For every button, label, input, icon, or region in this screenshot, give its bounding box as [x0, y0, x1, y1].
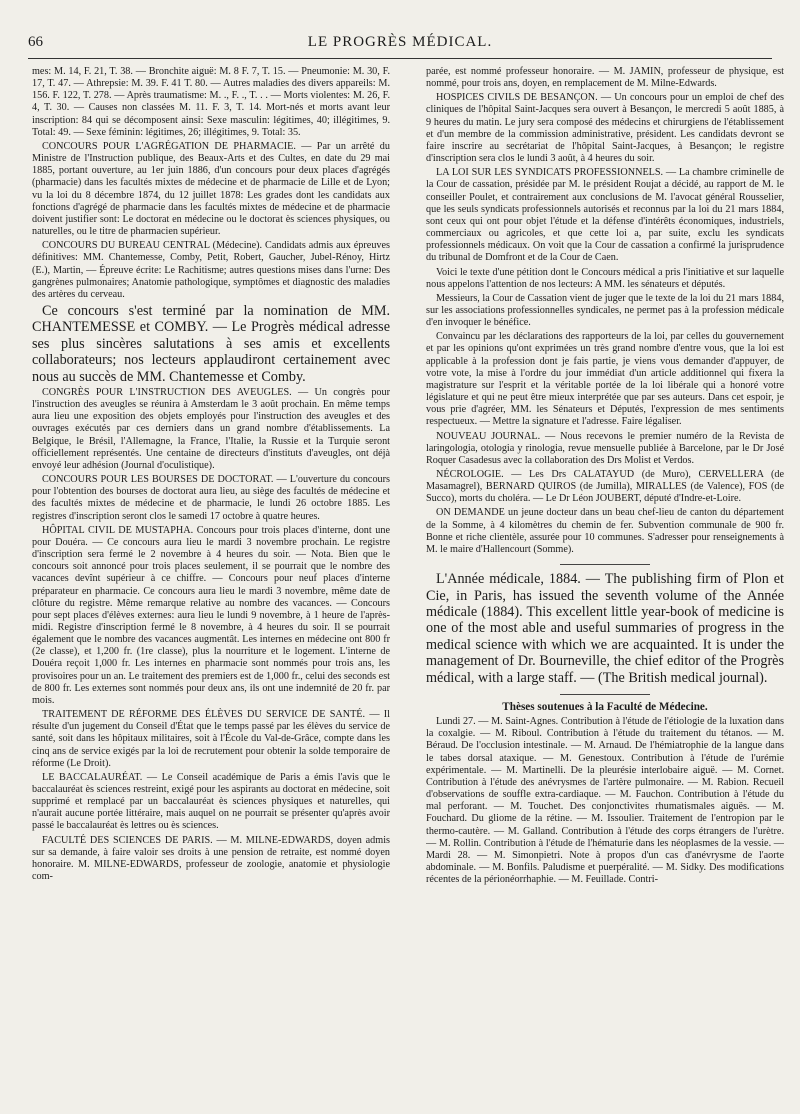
notice-agregation-pharmacie: CONCOURS POUR L'AGRÉGATION DE PHARMACIE. — Par un arrêté du Ministre de l'Instruction publique, des Beaux-Arts et des Cultes, en date du 29 mai 1885, portant ouverture, au 1er juin 1886, d'un concours pour deux places d'agrégés (pharmacie) dans les facultés mixtes de médecine et de pharmacie de Lille et de Lyon; vu la loi du 8 décembre 1874, du 12 juillet 1878: Les grades dont les candidats aux fonctions d'agrégé de pharmacie dans les facultés mixtes de médecine et de pharmacie doivent justifier sont: Le doctorat en médecine ou le doctorat ès sciences physiques, ou naturelles, ou le titre de pharmacien supérieur. [32, 140, 390, 238]
page-header [28, 30, 772, 54]
notice-on-demande: ON DEMANDE un jeune docteur dans un beau chef-lieu de canton du département de la Somme, à 4 kilomètres du chemin de fer. Subvention communale de 900 fr. Bonne et riche clientèle, assurée pour 10 communes. S'adresser pour renseignements à M. le maire d'Hallencourt (Somme). [426, 507, 784, 555]
mortality-statistics: mes: M. 14, F. 21, T. 38. — Bronchite aiguë: M. 8 F. 7, T. 15. — Pneumonie: M. 30, F. 17, T. 47. — Athrepsie: M. 39. F. 41 T. 80. — Autres maladies des divers appareils: M. 156. F. 122, T. 278. — Après traumatisme: M. ., F. ., T. . . — Morts violentes: M. 26, F. 4, T. 30. — Causes non classées M. 11. F. 3, T. 14. Mort-nés et morts avant leur inscription: 84 qui se décomposent ainsi: Sexe masculin: légitimes, 40; illégitimes, 9. Total: 49. — Sexe féminin: légitimes, 26; illégitimes, 9. Total: 35. [32, 66, 390, 138]
notice-congres-aveugles: CONGRÈS POUR L'INSTRUCTION DES AVEUGLES. — Un congrès pour l'instruction des aveugles se réunira à Amsterdam le 3 août prochain. En même temps aura lieu une exposition des objets employés pour l'instruction des aveugles et des ouvrages exécutés par ces derniers dans un grand nombre d'établissements. La Belgique, le Brésil, l'Allemagne, la France, l'Italie, la Russie et la Turquie seront officiellement représentés. Une centaine de directeurs d'instituts d'aveugles, ont déjà envoyé leur adhésion (Journal d'oculistique). [32, 387, 390, 471]
notice-petition-intro: Voici le texte d'une pétition dont le Concours médical a pris l'initiative et sur laquelle nous appelons l'attention de nos lecteurs: A MM. les sénateurs et députés. [426, 266, 784, 290]
theses-heading: Thèses soutenues à la Faculté de Médecine. [502, 700, 708, 713]
notice-hospices-besancon: HOSPICES CIVILS DE BESANÇON. — Un concours pour un emploi de chef des cliniques de l'hôpital Saint-Jacques sera ouvert à Besançon, le mercredi 5 août 1885, à 9 heures du matin. Le jury sera composé des médecins et chirurgiens de l'établissement et d'un membre de la commission administrative, président. Les candidats devront se faire inscrire au secrétariat de l'hôpital Saint-Jacques, à Besançon; le registre d'inscription sera clos le lundi 3 août, à 4 heures du soir. [426, 92, 784, 165]
notice-baccalaureat: LE BACCALAURÉAT. — Le Conseil académique de Paris a émis l'avis que le baccalauréat ès sciences restreint, exigé pour les aspirants au doctorat en médecine, soit supprimé et remplacé par un baccalauréat ès sciences physiques et naturelles, qui n'aurait aucune portée littéraire, mais auquel on ne pourrait se présenter qu'après avoir passé le baccalauréat ès lettres ou ès sciences. [32, 771, 390, 832]
left-column [32, 66, 390, 1106]
header-rule [28, 58, 772, 59]
section-divider-2 [560, 694, 650, 695]
notice-syndicats-professionnels: LA LOI SUR LES SYNDICATS PROFESSIONNELS. — La chambre criminelle de la Cour de cassation, présidée par M. le président Roujat a décidé, au rapport de M. le conseiller Poulet, et contrairement aux conclusions de M. l'avocat général Rousselier, que les seuls syndicats professionnels autorisés et reconnus par la loi du 21 mars 1884, sont ceux qui ont pour objet l'étude et la défense d'intérêts économiques, industriels, commerciaux ou agricoles, et que cette loi a, par suite, exclu les syndicats professionnels médicaux. On voit que la Cour de cassation a confirmé la jurisprudence du tribunal de Domfront et de la Cour de Caen. [426, 167, 784, 264]
journal-title: LE PROGRÈS MÉDICAL. [307, 34, 493, 50]
page-number: 66 [28, 34, 43, 50]
notice-faculte-sciences-cont: parée, est nommé professeur honoraire. — M. JAMIN, professeur de physique, est nommé, pour trois ans, doyen, en remplacement de M. Milne-Edwards. [426, 66, 784, 90]
notice-bourses-doctorat: CONCOURS POUR LES BOURSES DE DOCTORAT. — L'ouverture du concours pour l'obtention des bourses de doctorat aura lieu, au siège des facultés de médecine et des facultés mixtes de médecine et de pharmacie, le lundi 26 octobre 1885. Les registres d'inscription seront clos le samedi 17 octobre à quatre heures. [32, 474, 390, 522]
notice-annee-medicale: L'Année médicale, 1884. — The publishing firm of Plon et Cie, in Paris, has issued the seventh volume of the Année médicale (1884). This excellent little year-book of medicine is one of the most able and useful summaries of progress in the medical science with which we are acquainted. It is under the management of Dr. Bourneville, the chief editor of the Progrès médical, with a large staff. — (The British medical journal). [426, 571, 784, 686]
right-column [426, 66, 784, 1106]
petition-paragraph-1: Messieurs, la Cour de Cassation vient de juger que le texte de la loi du 21 mars 1884, sur les associations professionnelles syndicales, ne permet pas à la profession médicale d'en invoquer le bénéfice. [426, 292, 784, 329]
notice-hopital-mustapha: HÔPITAL CIVIL DE MUSTAPHA. Concours pour trois places d'interne, dont une pour Douéra. — Ce concours aura lieu le mardi 3 novembre prochain. Le registre d'inscription sera fermé le 2 novembre à 4 heures du soir. — Nota. Bien que le concours soit annoncé pour trois places seulement, il se pourrait que le nombre des vacances devînt supérieur à ce chiffre. — Concours pour neuf places d'interne préparateur en pharmacie. Ce concours aura lieu le mardi 3 novembre, même date de clôture du registre. Même remarque relative au nombre des vacances. — Concours pour sept places d'élèves externes: aura lieu le lundi 9 novembre, à 1 heure de l'après-midi. Registre d'inscription fermé le 8 novembre, à 4 heures du soir. Il se pourrait également que le nombre des vacances augmentât. Les internes en médecine ont 800 fr (2e classe), et 1,200 fr. (1re classe), plus la nourriture et le logement. L'interne de Douéra reçoit 1,000 fr. Les internes en pharmacie sont nommés pour trois ans, les provisoires pour un an. Le traitement des premiers est de 1,000 fr., celui des seconds est de 800 fr. Les externes sont nommés pour deux ans, ils ont une indemnité de 20 fr. par mois. [32, 524, 390, 706]
notice-necrologie: NÉCROLOGIE. — Les Drs CALATAYUD (de Muro), CERVELLERA (de Masamagrel), BERNARD QUIROS (de Jumilla), MIRALLES (de Valence), FOS (de Succo), morts du choléra. — Le Dr Léon JOUBERT, député d'Indre-et-Loire. [426, 469, 784, 505]
notice-faculte-sciences: FACULTÉ DES SCIENCES DE PARIS. — M. MILNE-EDWARDS, doyen admis sur sa demande, à faire valoir ses droits à une pension de retraite, est nommé doyen honoraire. M. MILNE-EDWARDS, professeur de zoologie, anatomie et physiologie com- [32, 834, 390, 883]
theses-list: Lundi 27. — M. Saint-Agnes. Contribution à l'étude de l'étiologie de la luxation dans la coxalgie. — M. Riboul. Contribution à l'étude du traitement du tétanos. — M. Béraud. De l'occlusion intestinale. — M. Arnaud. De l'hémiatrophie de la langue dans le tabes dorsal ataxique. — M. Genestoux. Contribution à l'étude de l'urémie expérimentale. — M. Martinelli. De la pleurésie interlobaire aiguë. — M. Cornet. Contribution à l'étude des anévrysmes de l'artère pulmonaire. — M. Rabion. Recueil d'observations de souffle extra-cardiaque. — M. Fauchon. Contribution à l'étude du mal perforant. — M. Touchet. Des conjonctivites rhumatismales aiguës. — M. Fouchard. Du gliome de la rétine. — M. Issoulier. Traitement de l'entropion par le thermo-cautère. — M. Galland. Contribution à l'étude des corps étrangers de l'urètre. — M. Rollin. Contribution à l'étude de l'hématurie dans les néoplasmes de la vessie. — Mardi 28. — M. Simonpietri. Note à propos d'un cas d'anévrysme de l'aorte abdominale. — M. Bonfils. Paludisme et puerpéralité. — M. Sidky. Des modifications récentes de la périonéorrhaphie. — M. Feuillade. Contri- [426, 716, 784, 886]
petition-paragraph-2: Convaincu par les déclarations des rapporteurs de la loi, par celles du gouvernement et par les opinions qu'ont exprimées un très grand nombre d'entre vous, que la loi est applicable à la profession dont je fais partie, je viens vous demander d'appuyer, de votre vote, la mise à l'ordre du jour immédiat d'un article additionnel qui fixera la magistrature sur l'esprit et la véritable portée de la loi libérale qui a honoré votre législature et qui ne peut être mieux interprétée que par ses auteurs. Dans cet espoir, je vous prie d'agréer, MM. les Sénateurs et Députés, l'expression de mes sentiments respectueux. — Mettre la signature et l'adresse. Faire légaliser. [426, 331, 784, 428]
notice-bureau-central: CONCOURS DU BUREAU CENTRAL (Médecine). Candidats admis aux épreuves définitives: MM. Chantemesse, Comby, Petit, Robert, Gaucher, Jubel-Rénoy, Hirtz (E.), Martin, — Épreuve écrite: Le Rachitisme; autres questions mises dans l'urne: Des gangrènes pulmonaires; Anatomie pathologique, symptômes et diagnostic des maladies des artères du cerveau. [32, 240, 390, 300]
notice-nomination-chantemesse-comby: Ce concours s'est terminé par la nomination de MM. CHANTEMESSE et COMBY. — Le Progrès médical adresse ses plus sincères salutations à ses amis et excellents collaborateurs; nos lecteurs applaudiront certainement avec nous au succès de MM. Chantemesse et Comby. [32, 302, 390, 385]
notice-nouveau-journal: NOUVEAU JOURNAL. — Nous recevons le premier numéro de la Revista de laringologia, otologia y rinologia, revue mensuelle publiée à Barcelone, par le Dr José Roquer Casadesus avec la collaboration des Drs Molist et Verdos. [426, 430, 784, 466]
notice-traitement-reforme: TRAITEMENT DE RÉFORME DES ÉLÈVES DU SERVICE DE SANTÉ. — Il résulte d'un jugement du Conseil d'État que le temps passé par les élèves du service de santé, soit dans les hôpitaux militaires, soit à l'École du Val-de-Grâce, compte dans les cinq ans de service exigés par la loi de recrutement pour obtenir la solde temporaire de réforme (Le Droit). [32, 709, 390, 769]
section-divider [560, 564, 650, 565]
